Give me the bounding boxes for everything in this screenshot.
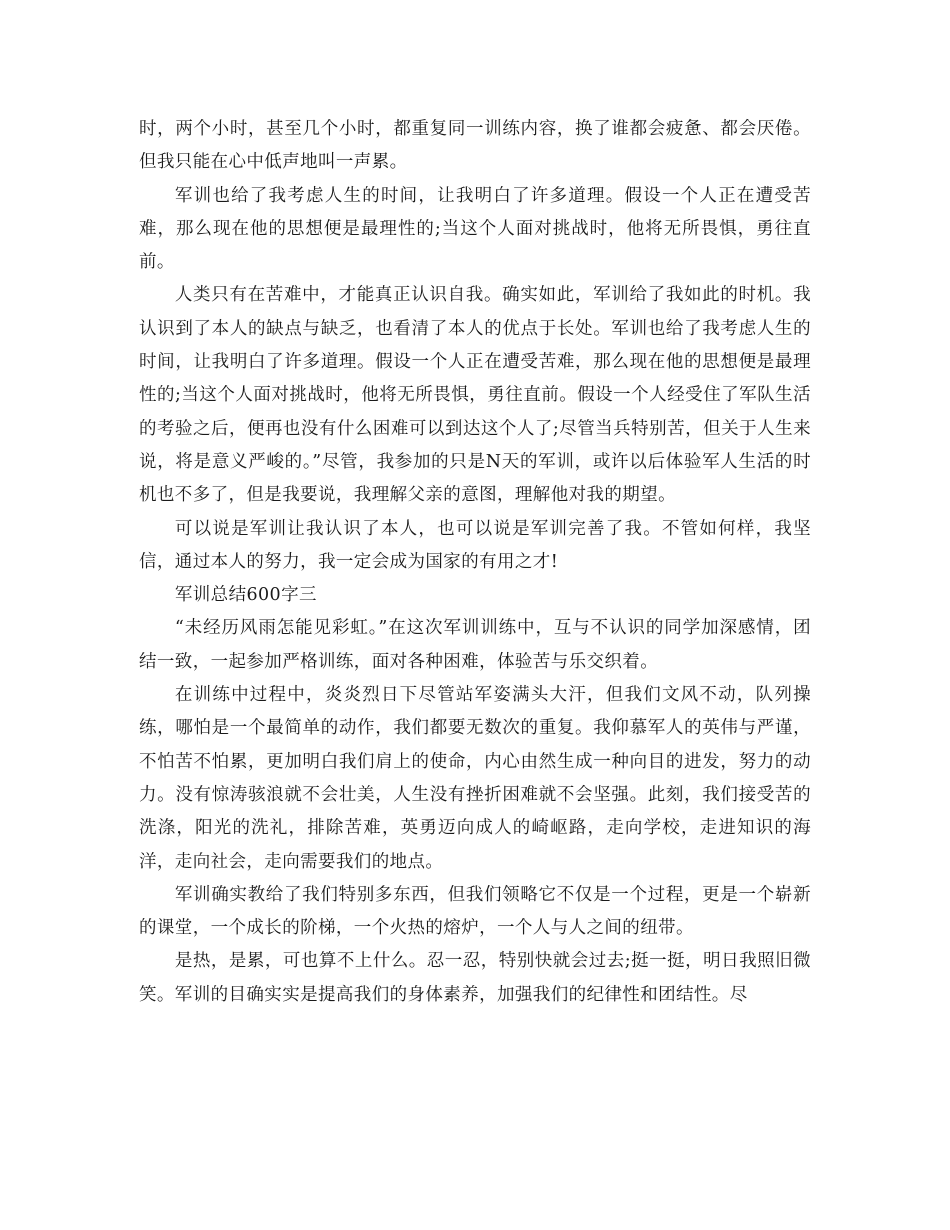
paragraph: 在训练中过程中，炎炎烈日下尽管站军姿满头大汗，但我们文风不动，队列操练，哪怕是一个最简单的动作，我们都要无数次的重复。我仰慕军人的英伟与严谨，不怕苦不怕累，更加明白我们肩上的使命，内心由然生成一种向目的进发，努力的动力。没有惊涛骇浪就不会壮美，人生没有挫折困难就不会坚强。此刻，我们接受苦的洗涤，阳光的洗礼，排除苦难，英勇迈向成人的崎岖路，走向学校，走进知识的海洋，走向社会，走向需要我们的地点。 <box>139 685 811 872</box>
paragraph: 人类只有在苦难中，才能真正认识自我。确实如此，军训给了我如此的时机。我认识到了本人的缺点与缺乏，也看清了本人的优点于长处。军训也给了我考虑人生的时间，让我明白了许多道理。假设一个人正在遭受苦难，那么现在他的思想便是最理性的;当这个人面对挑战时，他将无所畏惧，勇往直前。假设一个人经受住了军队生活的考验之后，便再也没有什么困难可以到达这个人了;尽管当兵特别苦，但关于人生来说，将是意义严峻的。”尽管，我参加的只是N天的军训，或许以后体验军人生活的时机也不多了，但是我要说，我理解父亲的意图，理解他对我的期望。 <box>139 285 811 506</box>
paragraph: 军训也给了我考虑人生的时间，让我明白了许多道理。假设一个人正在遭受苦难，那么现在他的思想便是最理性的;当这个人面对挑战时，他将无所畏惧，勇往直前。 <box>139 185 811 273</box>
paragraph: 军训确实教给了我们特别多东西，但我们领略它不仅是一个过程，更是一个崭新的课堂，一个成长的阶梯，一个火热的熔炉，一个人与人之间的纽带。 <box>139 884 811 939</box>
paragraph: “未经历风雨怎能见彩虹。”在这次军训训练中，互与不认识的同学加深感情，团结一致，一起参加严格训练，面对各种困难，体验苦与乐交织着。 <box>139 618 811 672</box>
paragraph-continued: 时，两个小时，甚至几个小时，都重复同一训练内容，换了谁都会疲惫、都会厌倦。但我只能在心中低声地叫一声累。 <box>139 119 811 173</box>
paragraph: 可以说是军训让我认识了本人，也可以说是军训完善了我。不管如何样，我坚信，通过本人的努力，我一定会成为国家的有用之才! <box>139 518 811 572</box>
paragraph: 是热，是累，可也算不上什么。忍一忍，特别快就会过去;挺一挺，明日我照旧微笑。军训的目确实实是提高我们的身体素养，加强我们的纪律性和团结性。尽 <box>139 951 811 1005</box>
section-heading: 军训总结600字三 <box>174 585 317 606</box>
document-body <box>139 113 811 1012</box>
